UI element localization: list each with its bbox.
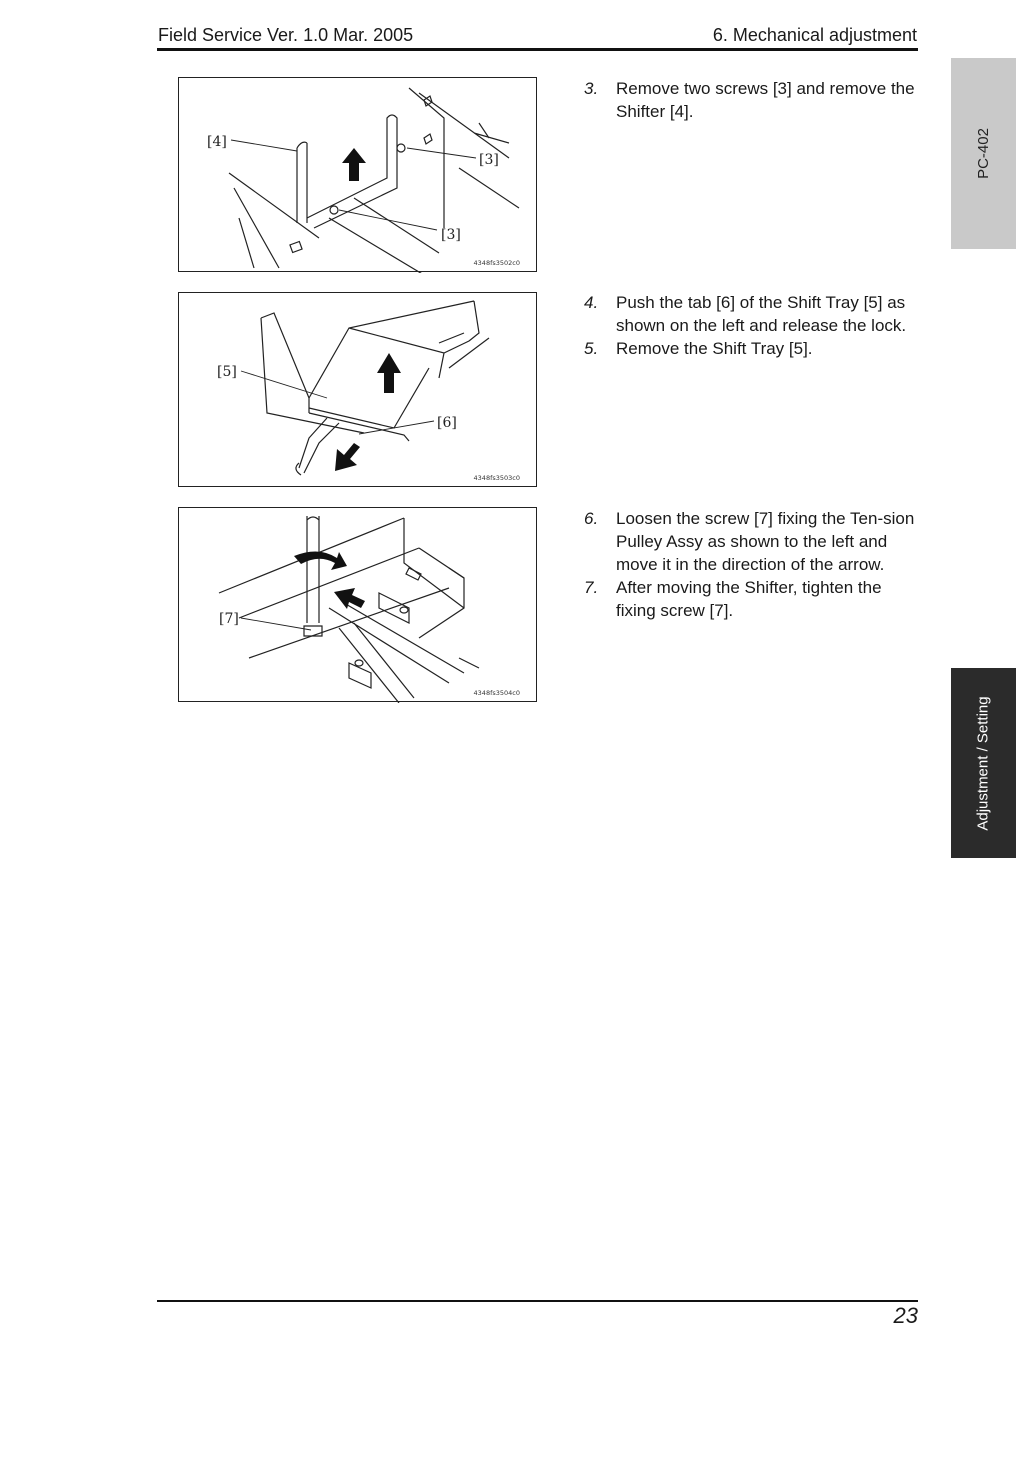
callout-6: [6] [437,415,457,431]
side-tab-model-label: PC-402 [974,128,992,179]
figure-shift-tray [178,292,537,487]
callout-3-lower: [3] [441,227,461,243]
figure-code: 4348fs3502c0 [473,259,520,267]
step-text: After moving the Shifter, tighten the fixing screw [7]. [616,578,882,620]
side-tab-section [951,668,1016,858]
callout-4: [4] [207,134,227,150]
callout-7: [7] [219,611,239,627]
header-section: 6. Mechanical adjustment [712,25,917,45]
step-3 [584,77,919,123]
side-tab-section-label: Adjustment / Setting [975,695,992,831]
callout-3-upper: [3] [479,152,499,168]
figure-code: 4348fs3503c0 [473,474,520,482]
step-text: Remove the Shift Tray [5]. [616,339,813,358]
steps-block-3 [584,507,919,622]
steps-block-1 [584,77,919,123]
side-tab-model [951,58,1016,249]
step-6 [584,507,919,576]
step-number: 6. [584,509,599,528]
figure-tension-pulley-illustration [179,508,538,703]
step-number: 4. [584,293,599,312]
step-5 [584,337,919,360]
figure-tension-pulley [178,507,537,702]
step-text: Loosen the screw [7] fixing the Ten-sion Pulley Assy as shown to the left and move it in the direction of the arrow. [616,509,915,574]
figure-shifter-illustration [179,78,538,273]
figure-shifter-removal [178,77,537,272]
step-number: 7. [584,578,599,597]
header-rule [157,48,918,51]
step-7 [584,576,919,622]
step-number: 5. [584,339,599,358]
figure-shift-tray-illustration [179,293,538,488]
header-title: Field Service Ver. 1.0 Mar. 2005 [158,25,414,45]
step-4 [584,291,919,337]
step-text: Push the tab [6] of the Shift Tray [5] as shown on the left and release the lock. [616,293,907,335]
step-text: Remove two screws [3] and remove the Shifter [4]. [616,79,915,121]
figure-code: 4348fs3504c0 [473,689,520,697]
steps-block-2 [584,291,919,360]
callout-5: [5] [217,364,237,380]
page-number: 23 [893,1303,918,1328]
step-number: 3. [584,79,599,98]
footer-rule [157,1300,918,1302]
